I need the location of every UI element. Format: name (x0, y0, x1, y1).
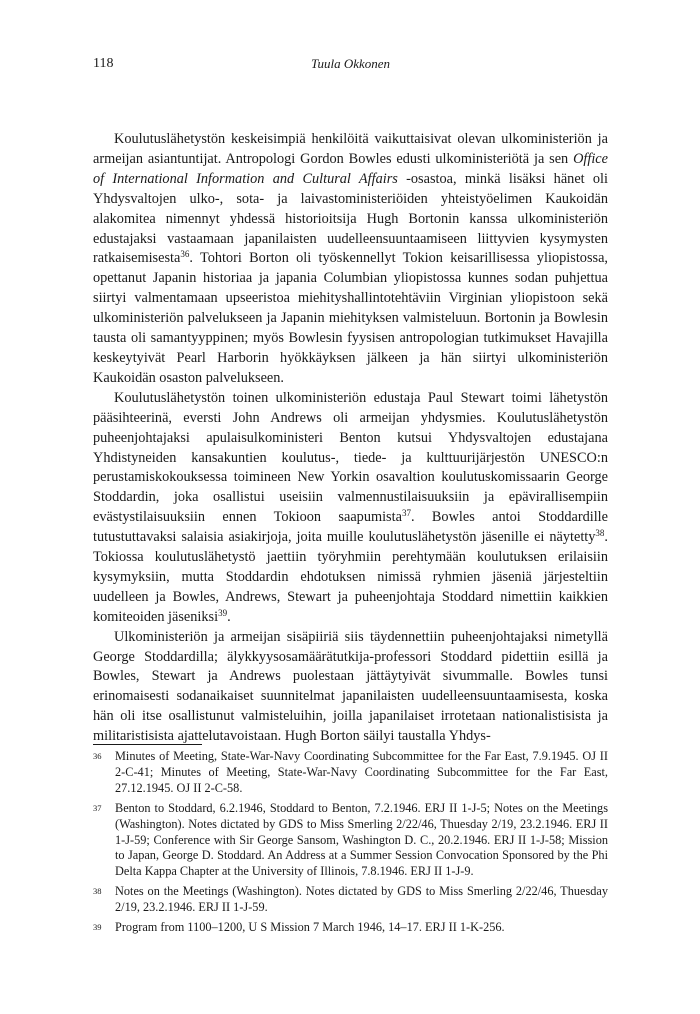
footnote-36 (93, 749, 608, 797)
office-name: Office of International Information and Cultural Affairs (93, 150, 608, 187)
text-run: -osastoa, minkä lisäksi hänet oli Yhdysvaltojen ulko-, sota- ja laivastoministeriöiden yhteistyöelimen Kaukoidän alakomitea nimennyt yhdessä historioitsija Hugh Bortonin kanssa ulkoministeriön edustajaksi vastaamaan japanilaisten uudelleensuuntaamiseen liittyvien kysymysten ratkaisemisesta (93, 170, 609, 267)
footnote-ref-38[interactable]: 38 (595, 528, 605, 539)
paragraph-1 (93, 130, 608, 389)
page-number: 118 (93, 56, 114, 71)
footnote-divider (93, 744, 202, 745)
footnote-text: Notes on the Meetings (Washington). Notes dictated by GDS to Miss Smerling 2/22/46, Thuesday 2/19, 23.2.1946. ERJ II 1-J-59. (115, 884, 608, 915)
footnote-39 (93, 920, 608, 936)
footnote-text: Minutes of Meeting, State-War-Navy Coordinating Subcommittee for the Far East, 7.9.1945. OJ II 2-C-41; Minutes of Meeting, State-War-Navy Coordinating Subcommittee for the Far East, 27.12.1945. OJ II 2-C-58. (115, 749, 608, 795)
paragraph-2 (93, 389, 608, 628)
footnote-number: 39 (93, 922, 102, 933)
footnote-ref-37[interactable]: 37 (401, 508, 411, 519)
footnote-ref-39[interactable]: 39 (218, 607, 228, 618)
text-run: . Tokiossa koulutuslähetystö jaettiin työryhmiin perehtymään koulutuksen erilaisiin kysymyksiin, mutta Stoddardin ehdotuksen nimissä ryhmien jäseniä järjesteltiin uudelleen ja Bowles, Andrews, Stewart ja puheenjohtaja Stoddard nimettiin kaikkien komiteoiden jäseniksi (93, 529, 608, 625)
paragraph-3: Ulkoministeriön ja armeijan sisäpiiriä siis täydennettiin puheenjohtajaksi nimetyllä George Stoddardilla; älykkyysosamäärätutkija-professori Stoddard pidettiin esillä ja Bowles, Stewart ja Andrews puolestaan jättäytyivät sivummalle. Bowles tunsi erinomaisesti sodanaikaiset suunnitelmat japanilaisten uudelleensuuntaamisesta, koska hän oli itse osallistunut valmisteluihin, joilla japanilaiset irrotetaan nationalistisista ja militaristisista ajattelutavoistaan. Hugh Borton säilyi taustalla Yhdys- (93, 628, 608, 745)
footnote-38 (93, 884, 608, 916)
text-run: Koulutuslähetystön toinen ulkoministeriön edustaja Paul Stewart toimi lähetystön pääsihteerinä, eversti John Andrews oli armeijan yhdysmies. Koulutuslähetystön puheenjohtajaksi apulaisulkoministeri Benton kutsui Yhdysvaltojen edustajana Yhdistyneiden kansakuntien koulutus-, tiede- ja kulttuurijärjestön UNESCO:n perustamiskokouksessa toimineen New Yorkin osavaltion koulutuskomissaarin George Stoddardin, joka osallistui useisiin valmennustilaisuuksiin ja epävirallisempiin evästystilaisuuksiin ennen Tokioon saapumista (93, 389, 608, 526)
footnote-37 (93, 801, 608, 881)
footnote-text: Program from 1100–1200, U S Mission 7 March 1946, 14–17. ERJ II 1-K-256. (115, 920, 505, 935)
footnote-number: 37 (93, 802, 102, 813)
footnote-number: 36 (93, 751, 102, 761)
page-header (93, 56, 608, 76)
body-text (93, 130, 608, 747)
footnotes (93, 749, 608, 940)
text-run: . (227, 608, 231, 625)
text-run: . Bowles antoi Stoddardille tutustuttavaksi salaisia asiakirjoja, joita muille koulutuslähetystön jäsenille ei näytetty (93, 509, 608, 546)
text-run: Koulutuslähetystön keskeisimpiä henkilöitä vaikuttaisivat olevan ulkoministeriön ja armeijan asiantuntijat. Antropologi Gordon Bowles edusti ulkoministeriötä ja sen (93, 131, 608, 167)
footnote-ref-36[interactable]: 36 (180, 249, 190, 260)
footnote-number: 38 (93, 886, 102, 897)
running-head-author: Tuula Okkonen (310, 56, 391, 71)
footnote-text: Benton to Stoddard, 6.2.1946, Stoddard to Benton, 7.2.1946. ERJ II 1-J-5; Notes on the Meetings (Washington). Notes dictated by GDS to Miss Smerling 2/22/46, Thuesday 2/19, 23.2.1946. ERJ II 1-J-59; Conference with Sir George Sansom, Washington D. C., 20.2.1946. ERJ II 1-J-58; Mission to Japan, George D. Stoddard. An Address at a Summer Session Convocation Sponsored by the Phi Delta Kappa Chapter at the University of Illinois, 7.8.1946. ERJ II 1-J-9. (115, 800, 608, 879)
text-run: . Tohtori Borton oli työskennellyt Tokion keisarillisessa yliopistossa, opettanut Japanin historiaa ja japania Columbian yliopistossa kunnes sodan puhjettua siirtyi valmentamaan upseeristoa miehityshallintotehtäviin Virginian yliopistoon sekä ulkoministeriön palvelukseen ja Japanin miehityksen valmisteluun. Bortonin ja Bowlesin tausta oli samantyyppinen; myös Bowlesin fyysisen antropologian tutkimukset Havajilla keskeytyivät Pearl Harborin hyökkäyksen jälkeen ja hän siirtyi ulkoministeriön Kaukoidän osaston palvelukseen. (93, 250, 608, 386)
